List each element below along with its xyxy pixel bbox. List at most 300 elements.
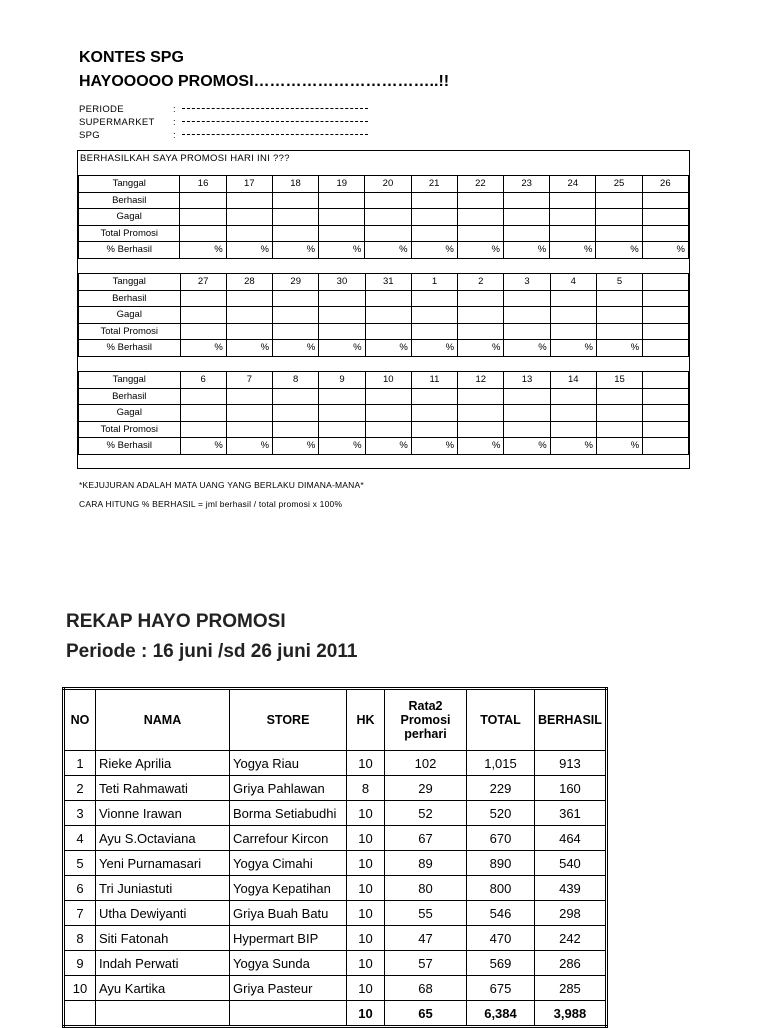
entry-cell[interactable] bbox=[273, 421, 319, 438]
form-row-berhasil bbox=[79, 192, 689, 209]
entry-cell[interactable] bbox=[272, 225, 318, 242]
entry-cell[interactable] bbox=[180, 225, 226, 242]
percent-cell: % bbox=[457, 242, 503, 259]
entry-cell[interactable] bbox=[458, 307, 504, 324]
date-cell: 8 bbox=[273, 372, 319, 389]
fill-line bbox=[182, 108, 368, 109]
table-cell: 10 bbox=[347, 951, 385, 976]
percent-cell: % bbox=[550, 438, 596, 455]
table-row bbox=[64, 876, 607, 901]
field-separator: : bbox=[173, 117, 176, 128]
date-cell: 17 bbox=[226, 176, 272, 193]
entry-cell[interactable] bbox=[365, 421, 411, 438]
note-honesty: *KEJUJURAN ADALAH MATA UANG YANG BERLAKU DIMANA-MANA* bbox=[79, 480, 364, 490]
entry-cell[interactable] bbox=[226, 323, 272, 340]
table-cell: 520 bbox=[467, 801, 535, 826]
entry-cell[interactable] bbox=[643, 290, 689, 307]
entry-cell[interactable] bbox=[365, 388, 411, 405]
column-header: HK bbox=[347, 689, 385, 751]
date-cell: 13 bbox=[504, 372, 550, 389]
table-cell: Yogya Kepatihan bbox=[230, 876, 347, 901]
table-cell: Siti Fatonah bbox=[96, 926, 230, 951]
table-cell: 10 bbox=[347, 751, 385, 776]
table-cell: 10 bbox=[347, 826, 385, 851]
entry-cell[interactable] bbox=[319, 192, 365, 209]
date-block bbox=[78, 371, 689, 455]
entry-cell[interactable] bbox=[319, 323, 365, 340]
entry-cell[interactable] bbox=[180, 209, 226, 226]
entry-cell[interactable] bbox=[226, 405, 272, 422]
entry-cell[interactable] bbox=[457, 192, 503, 209]
entry-cell[interactable] bbox=[273, 388, 319, 405]
date-cell bbox=[643, 372, 689, 389]
percent-cell: % bbox=[180, 242, 226, 259]
form-row-persen bbox=[79, 340, 689, 357]
row-label: Gagal bbox=[79, 209, 180, 226]
date-cell: 30 bbox=[319, 274, 365, 291]
entry-cell[interactable] bbox=[596, 405, 642, 422]
percent-cell: % bbox=[458, 340, 504, 357]
table-cell: 52 bbox=[385, 801, 467, 826]
row-label: Gagal bbox=[79, 307, 181, 324]
table-row bbox=[64, 951, 607, 976]
date-cell: 12 bbox=[458, 372, 504, 389]
form-row-gagal bbox=[79, 307, 689, 324]
periode-field bbox=[79, 104, 176, 115]
entry-cell[interactable] bbox=[457, 225, 503, 242]
percent-cell: % bbox=[596, 438, 642, 455]
table-cell: 8 bbox=[347, 776, 385, 801]
row-label: Total Promosi bbox=[79, 225, 180, 242]
entry-cell[interactable] bbox=[272, 209, 318, 226]
entry-cell[interactable] bbox=[458, 388, 504, 405]
row-label: % Berhasil bbox=[79, 340, 181, 357]
date-cell: 11 bbox=[411, 372, 457, 389]
percent-cell: % bbox=[273, 340, 319, 357]
row-label: Gagal bbox=[79, 405, 181, 422]
table-cell: 102 bbox=[385, 751, 467, 776]
table-cell: 67 bbox=[385, 826, 467, 851]
entry-cell[interactable] bbox=[550, 388, 596, 405]
table-cell: 286 bbox=[535, 951, 607, 976]
rekap-period: Periode : 16 juni /sd 26 juni 2011 bbox=[66, 641, 358, 662]
entry-cell[interactable] bbox=[550, 290, 596, 307]
table-cell: 6 bbox=[64, 876, 96, 901]
date-cell: 26 bbox=[642, 176, 688, 193]
date-cell bbox=[643, 274, 689, 291]
entry-cell[interactable] bbox=[273, 290, 319, 307]
form-row-tanggal bbox=[79, 274, 689, 291]
table-cell: 55 bbox=[385, 901, 467, 926]
table-cell: 3 bbox=[64, 801, 96, 826]
entry-cell[interactable] bbox=[365, 307, 411, 324]
percent-cell: % bbox=[273, 438, 319, 455]
entry-cell[interactable] bbox=[226, 209, 272, 226]
entry-cell[interactable] bbox=[180, 421, 226, 438]
entry-cell[interactable] bbox=[458, 405, 504, 422]
column-header: NAMA bbox=[96, 689, 230, 751]
date-cell: 5 bbox=[596, 274, 642, 291]
table-cell: 1,015 bbox=[467, 751, 535, 776]
table-cell: Griya Buah Batu bbox=[230, 901, 347, 926]
entry-cell[interactable] bbox=[272, 192, 318, 209]
date-cell: 3 bbox=[504, 274, 550, 291]
entry-cell[interactable] bbox=[550, 307, 596, 324]
entry-cell[interactable] bbox=[642, 192, 688, 209]
entry-cell[interactable] bbox=[319, 209, 365, 226]
table-cell: 540 bbox=[535, 851, 607, 876]
table-cell: Indah Perwati bbox=[96, 951, 230, 976]
field-separator: : bbox=[173, 130, 176, 141]
percent-cell: % bbox=[226, 438, 272, 455]
table-cell: 9 bbox=[64, 951, 96, 976]
table-cell: 10 bbox=[347, 851, 385, 876]
table-cell: Rieke Aprilia bbox=[96, 751, 230, 776]
form-row-persen bbox=[79, 438, 689, 455]
entry-cell[interactable] bbox=[411, 388, 457, 405]
percent-cell: % bbox=[642, 242, 688, 259]
percent-cell bbox=[643, 340, 689, 357]
entry-cell[interactable] bbox=[365, 209, 411, 226]
percent-cell: % bbox=[226, 242, 272, 259]
table-cell: Yogya Cimahi bbox=[230, 851, 347, 876]
entry-cell[interactable] bbox=[643, 388, 689, 405]
column-header: NO bbox=[64, 689, 96, 751]
row-label: Total Promosi bbox=[79, 421, 181, 438]
entry-cell[interactable] bbox=[504, 290, 550, 307]
form-row-berhasil bbox=[79, 290, 689, 307]
table-cell: Hypermart BIP bbox=[230, 926, 347, 951]
entry-cell[interactable] bbox=[596, 209, 642, 226]
table-cell: Tri Juniastuti bbox=[96, 876, 230, 901]
entry-cell[interactable] bbox=[458, 290, 504, 307]
entry-cell[interactable] bbox=[411, 225, 457, 242]
date-block bbox=[78, 273, 689, 357]
table-cell: 7 bbox=[64, 901, 96, 926]
entry-cell[interactable] bbox=[643, 421, 689, 438]
percent-cell: % bbox=[504, 242, 550, 259]
total-cell bbox=[96, 1001, 230, 1027]
entry-cell[interactable] bbox=[550, 209, 596, 226]
entry-cell[interactable] bbox=[226, 225, 272, 242]
entry-cell[interactable] bbox=[319, 405, 365, 422]
field-label: SPG bbox=[79, 130, 100, 141]
entry-cell[interactable] bbox=[319, 421, 365, 438]
entry-cell[interactable] bbox=[226, 290, 272, 307]
percent-cell: % bbox=[596, 242, 642, 259]
entry-cell[interactable] bbox=[596, 225, 642, 242]
table-row bbox=[64, 926, 607, 951]
table-cell: 1 bbox=[64, 751, 96, 776]
column-header: TOTAL bbox=[467, 689, 535, 751]
date-cell: 10 bbox=[365, 372, 411, 389]
entry-cell[interactable] bbox=[273, 323, 319, 340]
form-row-gagal bbox=[79, 209, 689, 226]
table-cell: Ayu Kartika bbox=[96, 976, 230, 1001]
date-cell: 31 bbox=[365, 274, 411, 291]
rekap-header-row bbox=[64, 689, 607, 751]
table-cell: 80 bbox=[385, 876, 467, 901]
table-cell: Vionne Irawan bbox=[96, 801, 230, 826]
field-label: PERIODE bbox=[79, 104, 124, 115]
table-row bbox=[64, 776, 607, 801]
row-label: Berhasil bbox=[79, 388, 181, 405]
form-row-tanggal bbox=[79, 176, 689, 193]
entry-cell[interactable] bbox=[365, 290, 411, 307]
entry-cell[interactable] bbox=[365, 323, 411, 340]
table-cell: 68 bbox=[385, 976, 467, 1001]
percent-cell: % bbox=[411, 242, 457, 259]
entry-cell[interactable] bbox=[180, 307, 226, 324]
rekap-table bbox=[62, 687, 608, 1028]
table-cell: Yogya Riau bbox=[230, 751, 347, 776]
rekap-title: REKAP HAYO PROMOSI bbox=[66, 611, 286, 632]
date-cell: 24 bbox=[550, 176, 596, 193]
table-cell: 470 bbox=[467, 926, 535, 951]
date-cell: 2 bbox=[458, 274, 504, 291]
entry-cell[interactable] bbox=[365, 405, 411, 422]
percent-cell bbox=[643, 438, 689, 455]
table-cell: Ayu S.Octaviana bbox=[96, 826, 230, 851]
date-cell: 19 bbox=[319, 176, 365, 193]
form-row-persen bbox=[79, 242, 689, 259]
row-label: Total Promosi bbox=[79, 323, 181, 340]
entry-cell[interactable] bbox=[411, 307, 457, 324]
entry-cell[interactable] bbox=[458, 323, 504, 340]
column-header: STORE bbox=[230, 689, 347, 751]
note-formula: CARA HITUNG % BERHASIL = jml berhasil / total promosi x 100% bbox=[79, 499, 343, 509]
percent-cell: % bbox=[365, 340, 411, 357]
entry-cell[interactable] bbox=[504, 192, 550, 209]
date-cell: 21 bbox=[411, 176, 457, 193]
entry-cell[interactable] bbox=[504, 388, 550, 405]
entry-cell[interactable] bbox=[504, 209, 550, 226]
entry-cell[interactable] bbox=[550, 405, 596, 422]
table-cell: Utha Dewiyanti bbox=[96, 901, 230, 926]
table-cell: 10 bbox=[64, 976, 96, 1001]
date-cell: 27 bbox=[180, 274, 226, 291]
table-cell: 4 bbox=[64, 826, 96, 851]
entry-cell[interactable] bbox=[550, 192, 596, 209]
table-cell: 913 bbox=[535, 751, 607, 776]
table-cell: 546 bbox=[467, 901, 535, 926]
date-cell: 20 bbox=[365, 176, 411, 193]
total-cell: 10 bbox=[347, 1001, 385, 1027]
table-cell: 10 bbox=[347, 801, 385, 826]
entry-cell[interactable] bbox=[180, 290, 226, 307]
table-cell: 5 bbox=[64, 851, 96, 876]
entry-cell[interactable] bbox=[226, 421, 272, 438]
percent-cell: % bbox=[365, 438, 411, 455]
entry-cell[interactable] bbox=[642, 225, 688, 242]
entry-cell[interactable] bbox=[365, 225, 411, 242]
percent-cell: % bbox=[226, 340, 272, 357]
date-cell: 1 bbox=[411, 274, 457, 291]
table-cell: Griya Pahlawan bbox=[230, 776, 347, 801]
table-cell: 2 bbox=[64, 776, 96, 801]
entry-cell[interactable] bbox=[180, 192, 226, 209]
table-cell: 10 bbox=[347, 876, 385, 901]
date-block bbox=[78, 175, 689, 259]
total-cell: 6,384 bbox=[467, 1001, 535, 1027]
entry-cell[interactable] bbox=[596, 388, 642, 405]
table-cell: 670 bbox=[467, 826, 535, 851]
table-cell: 298 bbox=[535, 901, 607, 926]
percent-cell: % bbox=[596, 340, 642, 357]
entry-cell[interactable] bbox=[319, 388, 365, 405]
entry-cell[interactable] bbox=[180, 323, 226, 340]
entry-cell[interactable] bbox=[411, 421, 457, 438]
form-row-total bbox=[79, 225, 689, 242]
entry-cell[interactable] bbox=[643, 405, 689, 422]
entry-cell[interactable] bbox=[596, 421, 642, 438]
percent-cell: % bbox=[180, 340, 226, 357]
row-label: Berhasil bbox=[79, 192, 180, 209]
percent-cell: % bbox=[458, 438, 504, 455]
entry-cell[interactable] bbox=[550, 225, 596, 242]
entry-cell[interactable] bbox=[596, 192, 642, 209]
date-cell: 4 bbox=[550, 274, 596, 291]
table-row bbox=[64, 851, 607, 876]
percent-cell: % bbox=[550, 340, 596, 357]
fill-line bbox=[182, 121, 368, 122]
date-cell: 28 bbox=[226, 274, 272, 291]
table-cell: 890 bbox=[467, 851, 535, 876]
entry-cell[interactable] bbox=[458, 421, 504, 438]
totals-row bbox=[64, 1001, 607, 1027]
date-cell: 9 bbox=[319, 372, 365, 389]
column-header: BERHASIL bbox=[535, 689, 607, 751]
table-cell: 675 bbox=[467, 976, 535, 1001]
table-row bbox=[64, 976, 607, 1001]
total-cell: 65 bbox=[385, 1001, 467, 1027]
table-row bbox=[64, 826, 607, 851]
table-cell: 29 bbox=[385, 776, 467, 801]
entry-cell[interactable] bbox=[273, 307, 319, 324]
entry-cell[interactable] bbox=[643, 307, 689, 324]
row-label: Berhasil bbox=[79, 290, 181, 307]
date-cell: 22 bbox=[457, 176, 503, 193]
entry-cell[interactable] bbox=[411, 323, 457, 340]
entry-cell[interactable] bbox=[226, 388, 272, 405]
percent-cell: % bbox=[411, 340, 457, 357]
percent-cell: % bbox=[180, 438, 226, 455]
entry-cell[interactable] bbox=[319, 307, 365, 324]
table-cell: 285 bbox=[535, 976, 607, 1001]
field-label: SUPERMARKET bbox=[79, 117, 155, 128]
entry-cell[interactable] bbox=[411, 192, 457, 209]
entry-cell[interactable] bbox=[319, 290, 365, 307]
table-row bbox=[64, 801, 607, 826]
entry-cell[interactable] bbox=[273, 405, 319, 422]
table-cell: 10 bbox=[347, 976, 385, 1001]
entry-cell[interactable] bbox=[550, 421, 596, 438]
table-cell: Griya Pasteur bbox=[230, 976, 347, 1001]
entry-cell[interactable] bbox=[596, 323, 642, 340]
entry-cell[interactable] bbox=[226, 192, 272, 209]
entry-cell[interactable] bbox=[411, 209, 457, 226]
table-cell: Borma Setiabudhi bbox=[230, 801, 347, 826]
table-cell: Carrefour Kircon bbox=[230, 826, 347, 851]
form-question: BERHASILKAH SAYA PROMOSI HARI INI ??? bbox=[80, 153, 290, 164]
entry-cell[interactable] bbox=[411, 405, 457, 422]
entry-cell[interactable] bbox=[643, 323, 689, 340]
table-cell: 229 bbox=[467, 776, 535, 801]
rekap-body bbox=[64, 751, 607, 1027]
entry-cell[interactable] bbox=[504, 405, 550, 422]
table-row bbox=[64, 751, 607, 776]
entry-cell[interactable] bbox=[504, 225, 550, 242]
date-cell: 7 bbox=[226, 372, 272, 389]
row-label: Tanggal bbox=[79, 274, 181, 291]
table-row bbox=[64, 901, 607, 926]
percent-cell: % bbox=[319, 340, 365, 357]
table-cell: 89 bbox=[385, 851, 467, 876]
entry-cell[interactable] bbox=[180, 405, 226, 422]
form-row-tanggal bbox=[79, 372, 689, 389]
entry-cell[interactable] bbox=[596, 290, 642, 307]
entry-cell[interactable] bbox=[550, 323, 596, 340]
entry-cell[interactable] bbox=[504, 323, 550, 340]
entry-cell[interactable] bbox=[596, 307, 642, 324]
table-cell: 10 bbox=[347, 901, 385, 926]
row-label: % Berhasil bbox=[79, 438, 181, 455]
entry-cell[interactable] bbox=[457, 209, 503, 226]
table-cell: 464 bbox=[535, 826, 607, 851]
fill-line bbox=[182, 134, 368, 135]
table-cell: Yogya Sunda bbox=[230, 951, 347, 976]
form-row-total bbox=[79, 421, 689, 438]
date-cell: 25 bbox=[596, 176, 642, 193]
table-cell: 439 bbox=[535, 876, 607, 901]
entry-cell[interactable] bbox=[365, 192, 411, 209]
table-cell: Teti Rahmawati bbox=[96, 776, 230, 801]
row-label: Tanggal bbox=[79, 372, 181, 389]
entry-cell[interactable] bbox=[180, 388, 226, 405]
field-separator: : bbox=[173, 104, 176, 115]
entry-cell[interactable] bbox=[411, 290, 457, 307]
row-label: % Berhasil bbox=[79, 242, 180, 259]
date-cell: 18 bbox=[272, 176, 318, 193]
form-row-total bbox=[79, 323, 689, 340]
entry-cell[interactable] bbox=[319, 225, 365, 242]
percent-cell: % bbox=[319, 438, 365, 455]
table-cell: 8 bbox=[64, 926, 96, 951]
percent-cell: % bbox=[319, 242, 365, 259]
form-row-berhasil bbox=[79, 388, 689, 405]
supermarket-field bbox=[79, 117, 176, 128]
entry-cell[interactable] bbox=[642, 209, 688, 226]
spg-field bbox=[79, 130, 176, 141]
table-cell: 361 bbox=[535, 801, 607, 826]
entry-cell[interactable] bbox=[226, 307, 272, 324]
entry-cell[interactable] bbox=[504, 307, 550, 324]
table-cell: 10 bbox=[347, 926, 385, 951]
column-header: Rata2 Promosi perhari bbox=[385, 689, 467, 751]
form-title: KONTES SPG bbox=[79, 49, 184, 66]
total-cell: 3,988 bbox=[535, 1001, 607, 1027]
entry-cell[interactable] bbox=[504, 421, 550, 438]
form-row-gagal bbox=[79, 405, 689, 422]
percent-cell: % bbox=[504, 438, 550, 455]
date-cell: 29 bbox=[273, 274, 319, 291]
date-cell: 23 bbox=[504, 176, 550, 193]
total-cell bbox=[230, 1001, 347, 1027]
date-cell: 16 bbox=[180, 176, 226, 193]
date-cell: 15 bbox=[596, 372, 642, 389]
table-cell: 57 bbox=[385, 951, 467, 976]
row-label: Tanggal bbox=[79, 176, 180, 193]
